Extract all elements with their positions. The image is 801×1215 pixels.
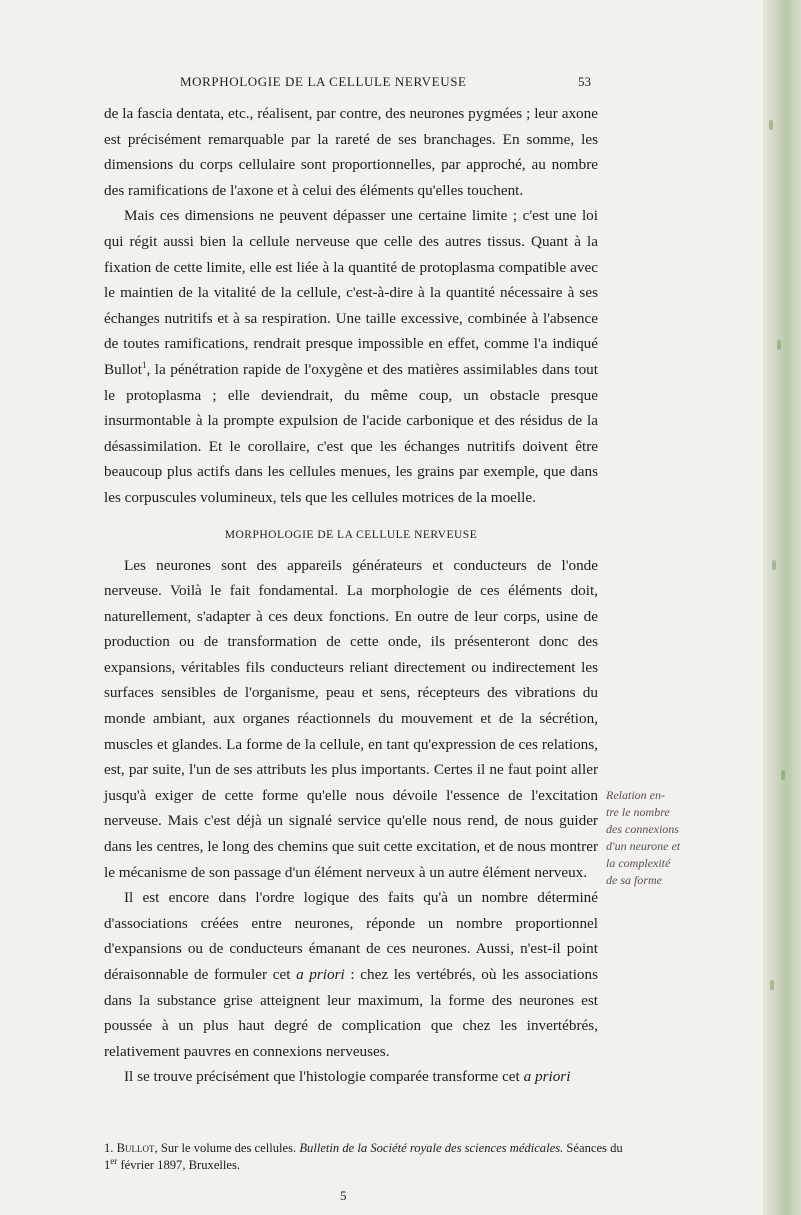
paragraph-2 <box>104 203 598 510</box>
running-header <box>0 74 801 98</box>
paragraph-3: Les neurones sont des appareils générateurs et conducteurs de l'onde nerveuse. Voilà le fait fondamental. La morphologie de ces éléments doit, naturellement, s'adapter à ces deux fonctions. En outre de leur corps, usine de production ou de transformation de cette onde, ils présenteront donc des expansions, véritables fils conducteurs reliant directement ou indirectement les surfaces sensibles de l'organisme, peau et sens, récepteurs des vibrations du monde ambiant, aux organes réactionnels du mouvement et de la sécrétion, muscles et glandes. La forme de la cellule, en tant qu'expression de ces relations, est, par suite, l'un de ses attributs les plus importants. Certes il ne faut point aller jusqu'à exiger de cette forme qu'elle nous dévoile l'essence de l'excitation nerveuse. Mais c'est déjà un signalé service qu'elle nous rend, de nous guider dans les centres, le long des chemins que suit cette excitation, et de nous montrer le mécanisme de son passage d'un élément nerveux à un autre élément nerveux. <box>104 556 598 881</box>
margin-note-line: des connexions <box>606 822 679 836</box>
margin-note-line: d'un neurone et <box>606 839 681 853</box>
main-text <box>104 101 598 1090</box>
paragraph-5 <box>104 1064 598 1090</box>
footnote-sup: er <box>110 1155 118 1166</box>
paragraph-1: de la fascia dentata, etc., réalisent, par contre, des neurones pygmées ; leur axone est précisément remarquable par la rareté de ses branchages. En somme, les dimensions du corps cellulaire sont proportionnelles, par approché, au nombre des ramifications de l'axone et à celui des éléments qu'elles touchent. <box>104 105 598 199</box>
margin-note-line: la complexité <box>606 856 671 870</box>
section-heading: MORPHOLOGIE DE LA CELLULE NERVEUSE <box>224 528 478 541</box>
paragraph-4 <box>104 885 598 1064</box>
footnote-text-b: Séances du 1 <box>104 1141 623 1172</box>
paragraph-5-part-a: Il se trouve précisément que l'histologie comparée transforme cet <box>124 1068 524 1086</box>
margin-note-line: de sa forme <box>606 873 662 887</box>
footnote-ref: 1 <box>141 359 147 370</box>
edge-speck <box>770 980 774 990</box>
paragraph-4-part-b: : chez les vertébrés, où les associations dans la substance grise atteignent leur maximum, la forme des neurones est poussée à un plus haut degré de complication que chez les invertébrés, relativement pauvres en connexions nerveuses. <box>104 966 599 1060</box>
signature-mark: 5 <box>340 1188 347 1203</box>
margin-note-line: tre le nombre <box>606 805 670 819</box>
paragraph-4-part-a: Il est encore dans l'ordre logique des faits qu'à un nombre déterminé d'associations créées entre neurones, réponde un nombre proportionnel d'expansions ou de conducteurs émanant de ces neurones. Aussi, n'est-il point déraisonnable de formuler cet <box>104 889 598 983</box>
paragraph-5-italic: a priori <box>523 1068 571 1086</box>
page-edge-shadow <box>763 0 801 1215</box>
edge-speck <box>772 560 776 570</box>
margin-note <box>606 787 688 889</box>
paragraph-2-part-b: , la pénétration rapide de l'oxygène et des matières assimilables dans tout le protoplasma ; elle deviendrait, du même coup, un obstacle presque insurmontable à la prompte expulsion de l'acide carbonique et des résidus de la désassimilation. Et le corollaire, c'est que les échanges nutritifs doivent être beaucoup plus actifs dans les cellules menues, les grains par exemple, que dans les corpuscules volumineux, tels que les cellules motrices de la moelle. <box>104 360 598 506</box>
margin-note-line: Relation en- <box>606 788 665 802</box>
footnote-text-a: , Sur le volume des cellules. <box>154 1141 300 1155</box>
footnote-marker: 1. <box>104 1141 114 1155</box>
footnote-text-c: février 1897, Bruxelles. <box>117 1158 241 1172</box>
running-title: MORPHOLOGIE DE LA CELLULE NERVEUSE <box>180 74 467 89</box>
footnote-author: Bullot <box>116 1141 155 1155</box>
edge-speck <box>769 120 773 130</box>
edge-speck <box>781 770 785 780</box>
page-number: 53 <box>578 74 591 89</box>
edge-speck <box>777 340 781 350</box>
footnote-journal: Bulletin de la Société royale des sciences médicales. <box>299 1141 564 1155</box>
footnote <box>104 1140 624 1174</box>
paragraph-4-italic: a priori <box>296 966 345 983</box>
paragraph-2-part-a: Mais ces dimensions ne peuvent dépasser une certaine limite ; c'est une loi qui régit aussi bien la cellule nerveuse que celle des autres tissus. Quant à la fixation de cette limite, elle est liée à la quantité de protoplasma compatible avec le maintien de la vitalité de la cellule, c'est-à-dire à la quantité nécessaire à ses échanges nutritifs et à sa respiration. Une taille excessive, combinée à l'absence de toutes ramifications, rendrait presque impossible en effet, comme l'a indiqué Bullot <box>104 207 598 378</box>
